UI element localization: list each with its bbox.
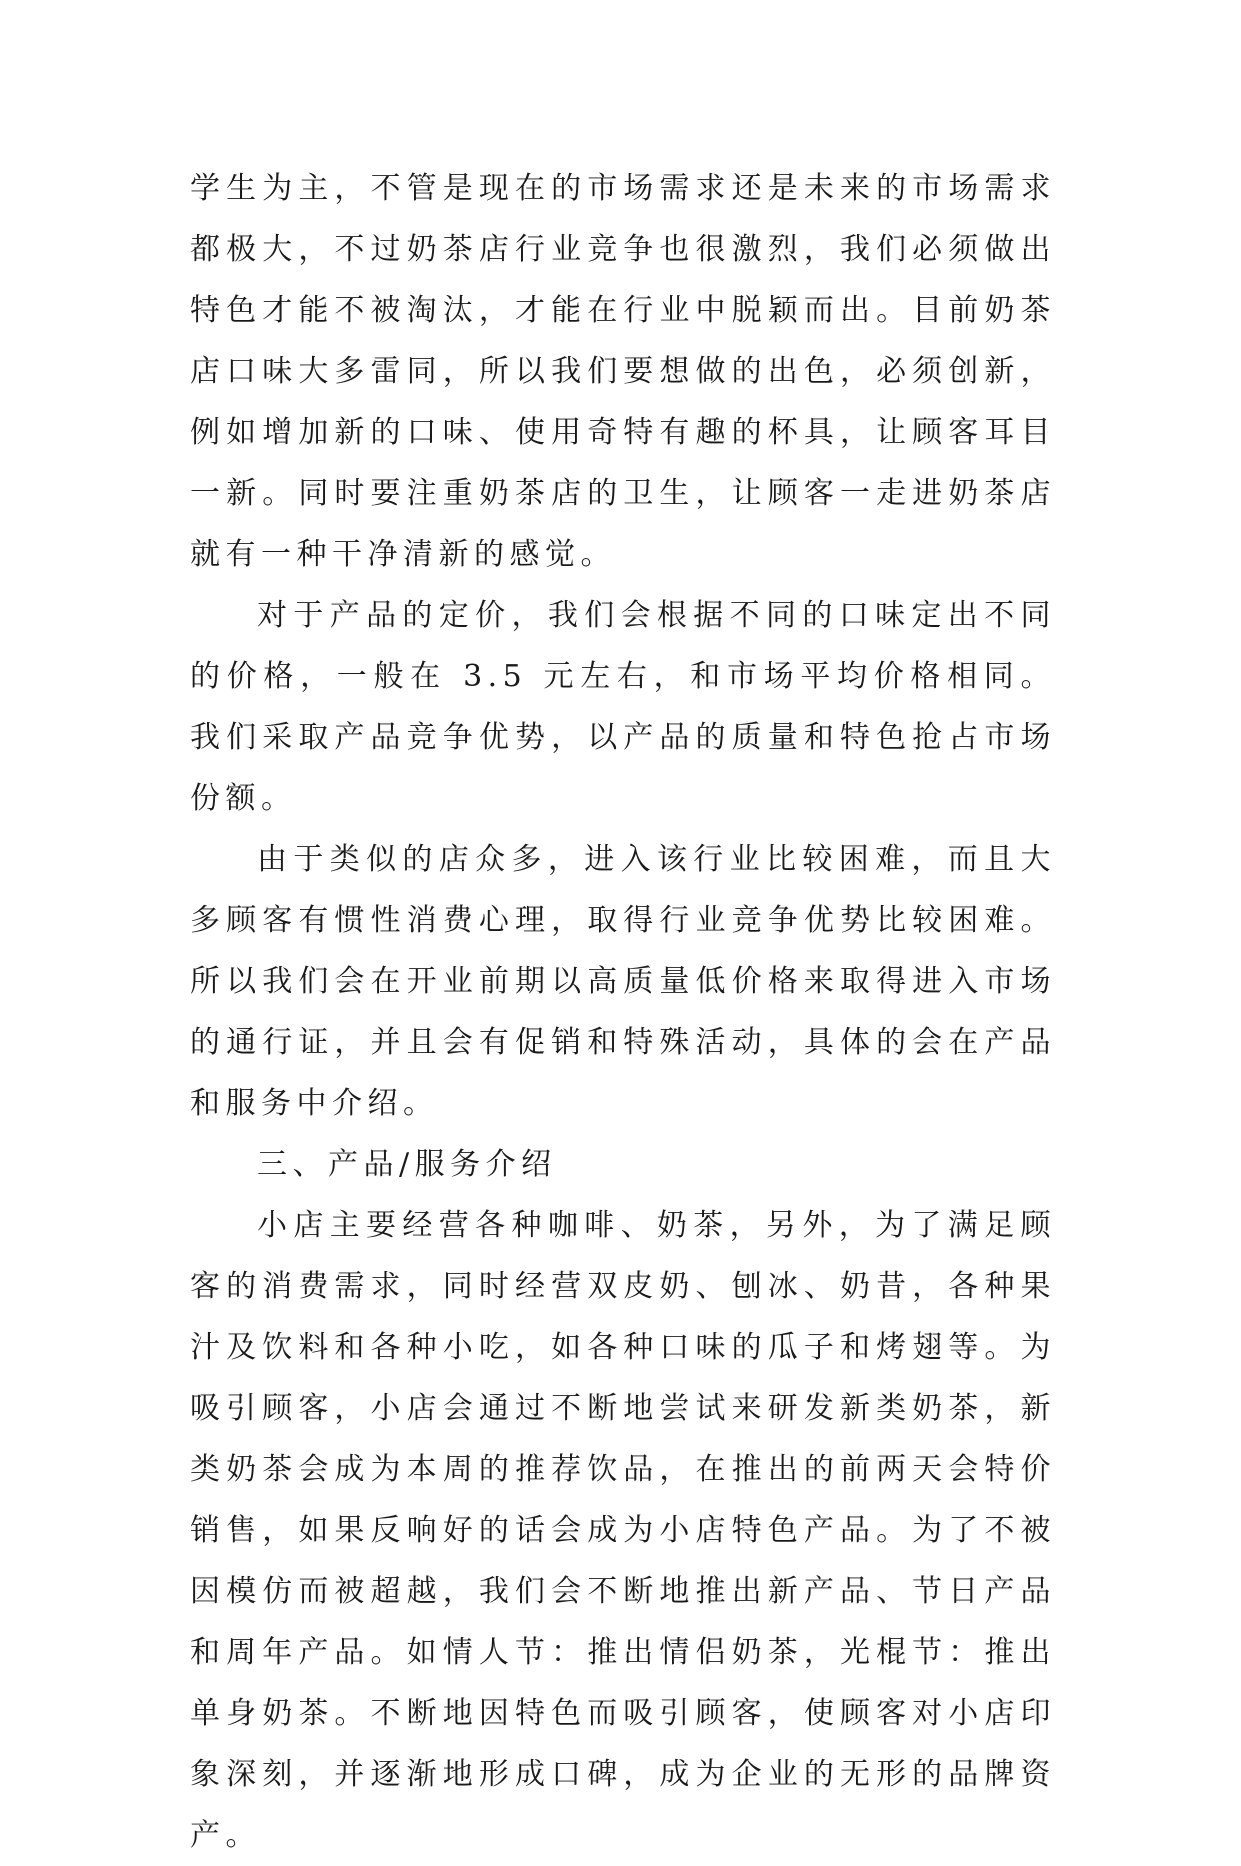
paragraph-market-entry: 由于类似的店众多，进入该行业比较困难，而且大多顾客有惯性消费心理，取得行业竞争优势比较困难。所以我们会在开业前期以高质量低价格来取得进入市场的通行证，并且会有促销和特殊活动，具体的会在产品和服务中介绍。 bbox=[190, 842, 1056, 1121]
paragraph-pricing: 对于产品的定价，我们会根据不同的口味定出不同的价格，一般在 3.5 元左右，和市场平均价格相同。我们采取产品竞争优势，以产品的质量和特色抢占市场份额。 bbox=[190, 598, 1056, 816]
document-body bbox=[190, 158, 1056, 1866]
section-heading-products-services: 三、产品/服务介绍 bbox=[257, 1147, 557, 1182]
paragraph-products-description: 小店主要经营各种咖啡、奶茶，另外，为了满足顾客的消费需求，同时经营双皮奶、刨冰、奶昔，各种果汁及饮料和各种小吃，如各种口味的瓜子和烤翅等。为吸引顾客，小店会通过不断地尝试来研发新类奶茶，新类奶茶会成为本周的推荐饮品，在推出的前两天会特价销售，如果反响好的话会成为小店特色产品。为了不被因模仿而被超越，我们会不断地推出新产品、节日产品和周年产品。如情人节：推出情侣奶茶，光棍节：推出单身奶茶。不断地因特色而吸引顾客，使顾客对小店印象深刻，并逐渐地形成口碑，成为企业的无形的品牌资产。 bbox=[190, 1208, 1056, 1853]
paragraph-market-analysis: 学生为主，不管是现在的市场需求还是未来的市场需求都极大，不过奶茶店行业竞争也很激烈，我们必须做出特色才能不被淘汰，才能在行业中脱颖而出。目前奶茶店口味大多雷同，所以我们要想做的出色，必须创新，例如增加新的口味、使用奇特有趣的杯具，让顾客耳目一新。同时要注重奶茶店的卫生，让顾客一走进奶茶店就有一种干净清新的感觉。 bbox=[190, 171, 1056, 572]
